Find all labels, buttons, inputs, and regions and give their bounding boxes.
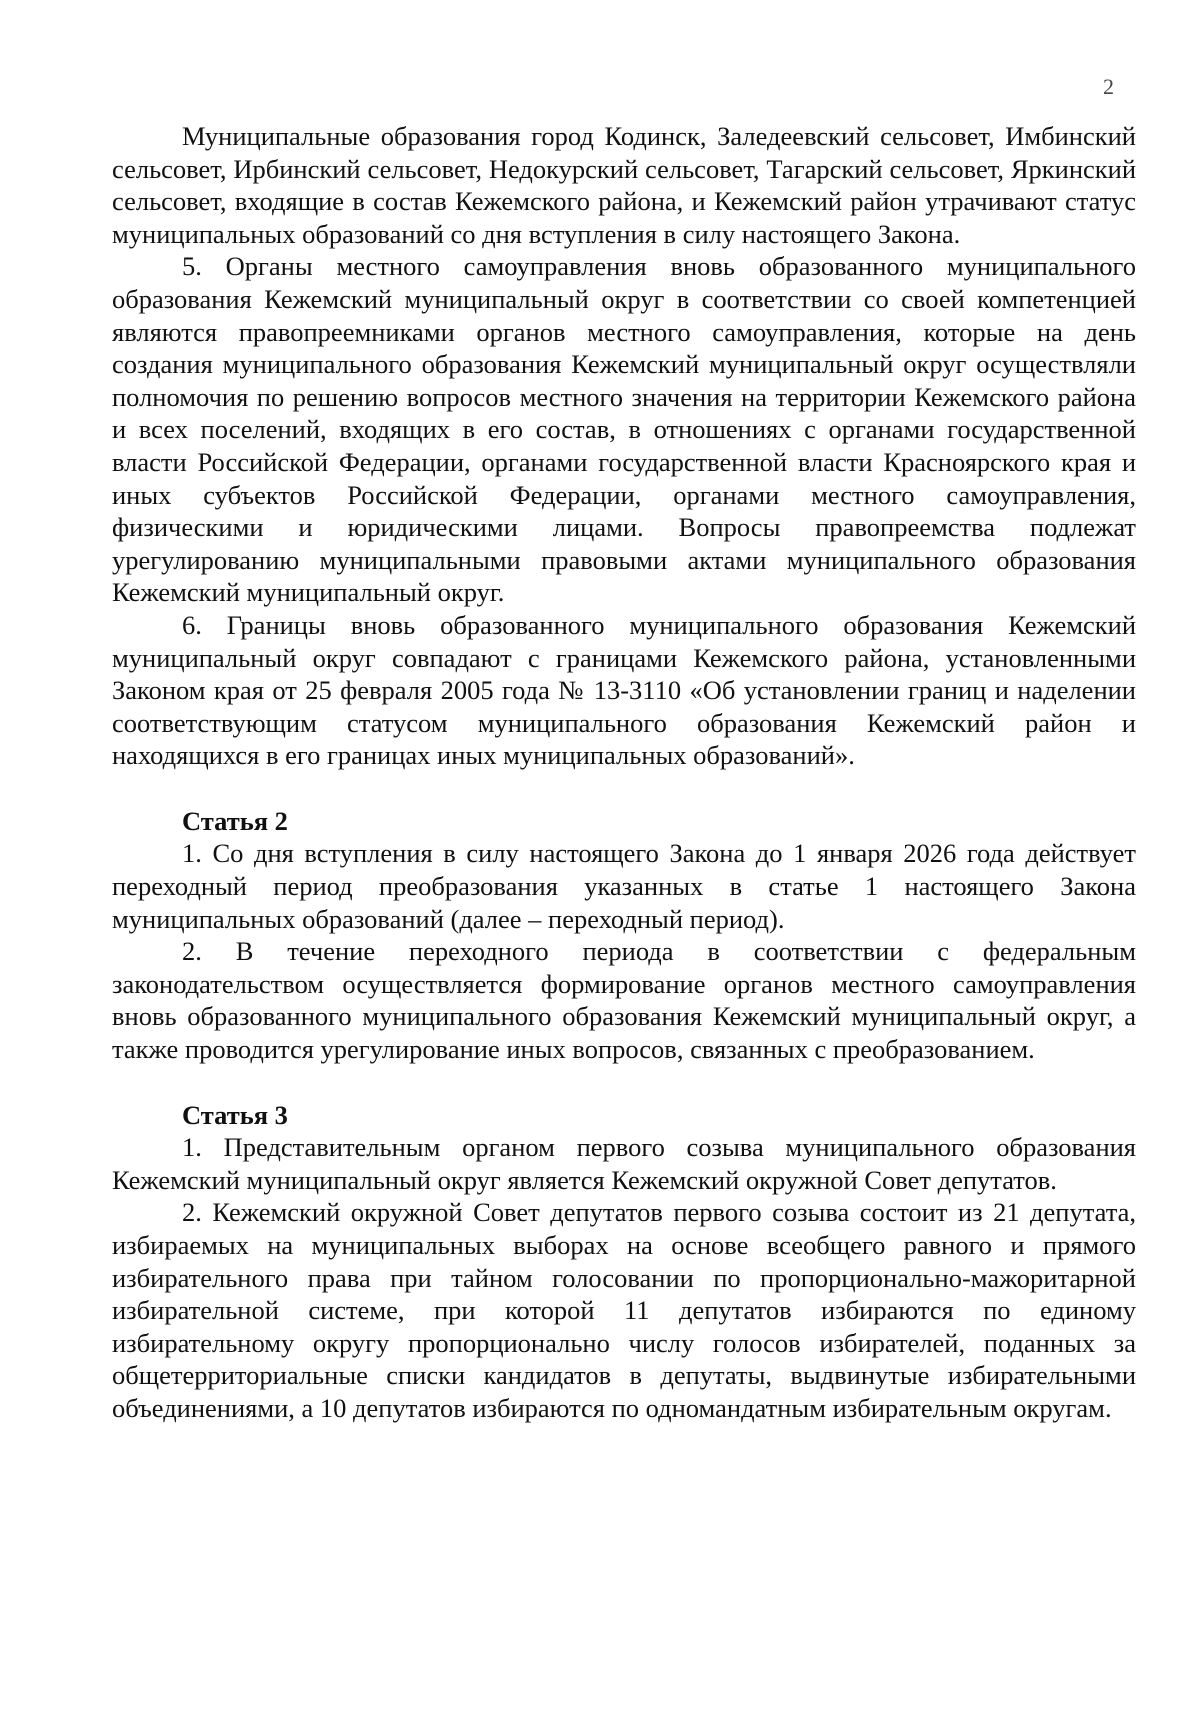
paragraph-6-boundaries: 6. Границы вновь образованного муниципального образования Кежемский муниципальный округ совпадают с границами Кежемского района, установленными Законом края от 25 февраля 2005 года № 13-3110 «Об установлении границ и наделении соответствующим статусом муниципального образования Кежемский район и находящихся в его границах иных муниципальных образований».: [112, 609, 1136, 771]
article-2-heading: Статья 2: [182, 805, 288, 836]
page-number: 2: [1103, 74, 1114, 99]
article-2-paragraph-2: 2. В течение переходного периода в соответствии с федеральным законодательством осуществляется формирование органов местного самоуправления вновь образованного муниципального образования Кежемский муниципальный округ, а также проводится урегулирование иных вопросов, связанных с преобразованием.: [112, 936, 1136, 1065]
article-3-heading: Статья 3: [182, 1099, 288, 1130]
article-3-paragraph-1: 1. Представительным органом первого созыва муниципального образования Кежемский муниципальный округ является Кежемский окружной Совет депутатов.: [112, 1132, 1136, 1195]
paragraph-5-succession: 5. Органы местного самоуправления вновь образованного муниципального образования Кежемский муниципальный округ в соответствии со своей компетенцией являются правопреемниками органов местного самоуправления, которые на день создания муниципального образования Кежемский муниципальный округ осуществляли полномочия по решению вопросов местного значения на территории Кежемского района и всех поселений, входящих в его состав, в отношениях с органами государственной власти Российской Федерации, органами государственной власти Красноярского края и иных субъектов Российской Федерации, органами местного самоуправления, физическими и юридическими лицами. Вопросы правопреемства подлежат урегулированию муниципальными правовыми актами муниципального образования Кежемский муниципальный округ.: [112, 251, 1136, 608]
article-3-paragraph-2: 2. Кежемский окружной Совет депутатов первого созыва состоит из 21 депутата, избираемых на муниципальных выборах на основе всеобщего равного и прямого избирательного права при тайном голосовании по пропорционально-мажоритарной избирательной системе, при которой 11 депутатов избираются по единому избирательному округу пропорционально числу голосов избирателей, поданных за общетерриториальные списки кандидатов в депутаты, выдвинутые избирательными объединениями, а 10 депутатов избираются по одномандатным избирательным округам.: [112, 1197, 1136, 1423]
paragraph-municipal-status-loss: Муниципальные образования город Кодинск, Заледеевский сельсовет, Имбинский сельсовет, Ирбинский сельсовет, Недокурский сельсовет, Тагарский сельсовет, Яркинский сельсовет, входящие в состав Кежемского района, и Кежемский район утрачивают статус муниципальных образований со дня вступления в силу настоящего Закона.: [112, 121, 1136, 249]
article-2-paragraph-1: 1. Со дня вступления в силу настоящего Закона до 1 января 2026 года действует переходный период преобразования указанных в статье 1 настоящего Закона муниципальных образований (далее – переходный период).: [112, 838, 1136, 934]
document-body: [112, 120, 1136, 1425]
